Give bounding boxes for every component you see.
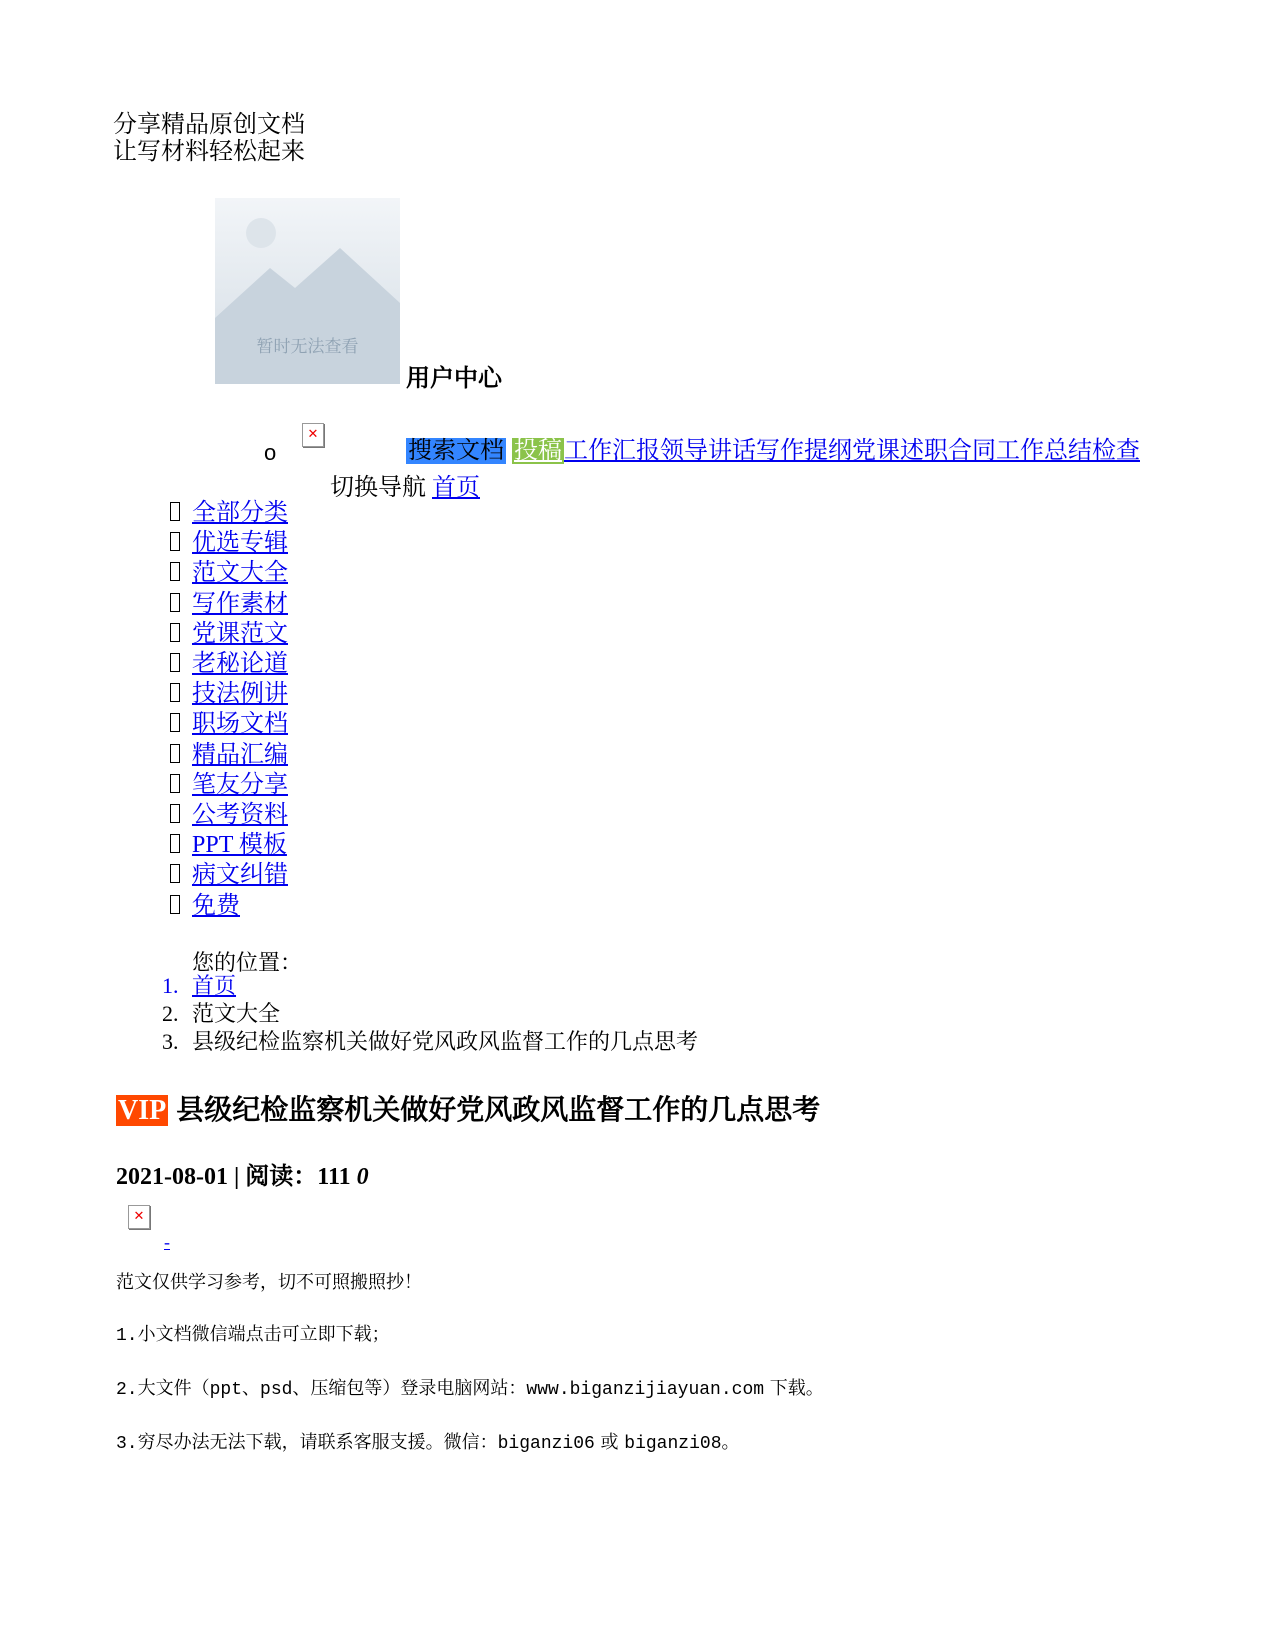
- note-text: psd: [260, 1380, 293, 1400]
- missing-glyph-icon: [170, 864, 180, 883]
- missing-glyph-icon: [170, 713, 180, 732]
- category-link[interactable]: 范文大全: [192, 560, 288, 587]
- list-bullet: o: [264, 440, 277, 465]
- breadcrumb-number: 3.: [162, 1029, 179, 1054]
- note-text: 、压缩包等）登录电脑网站：: [292, 1378, 527, 1399]
- category-link[interactable]: 病文纠错: [192, 862, 288, 889]
- missing-glyph-icon: [170, 683, 180, 702]
- nav-row: [406, 435, 1146, 467]
- category-menu: [170, 498, 288, 921]
- breadcrumb-home-link[interactable]: 首页: [192, 973, 237, 998]
- missing-glyph-icon: [170, 895, 180, 914]
- category-item[interactable]: [170, 558, 288, 588]
- note-number: 2.: [116, 1380, 138, 1400]
- breadcrumb: [162, 972, 698, 1056]
- search-docs-button[interactable]: 搜索文档: [408, 438, 504, 464]
- category-link[interactable]: 免费: [192, 892, 240, 919]
- hot-tags-link[interactable]: 工作汇报领导讲话写作提纲党课述职合同工作总结检查: [564, 438, 1140, 464]
- comment-count: 0: [356, 1164, 369, 1190]
- category-link[interactable]: 精品汇编: [192, 741, 288, 768]
- wechat-id: biganzi06: [497, 1434, 595, 1454]
- missing-glyph-icon: [170, 502, 180, 521]
- breadcrumb-number: 2.: [162, 1001, 179, 1026]
- breadcrumb-category: 范文大全: [192, 1001, 281, 1026]
- category-item[interactable]: [170, 891, 288, 921]
- image-link[interactable]: -: [164, 1232, 170, 1252]
- submit-button[interactable]: 投稿: [514, 438, 562, 464]
- category-item[interactable]: [170, 649, 288, 679]
- category-link[interactable]: 笔友分享: [192, 771, 288, 798]
- vip-badge: VIP: [118, 1095, 167, 1126]
- breadcrumb-current: 县级纪检监察机关做好党风政风监督工作的几点思考: [192, 1029, 699, 1054]
- wechat-id: biganzi08: [624, 1434, 722, 1454]
- missing-glyph-icon: [170, 804, 180, 823]
- slogan-line-2: 让写材料轻松起来: [113, 139, 305, 165]
- article-meta: 2021-08-01 | 阅读：111 0: [116, 1164, 369, 1190]
- switch-nav-button[interactable]: 切换导航: [330, 475, 426, 501]
- category-item[interactable]: [170, 860, 288, 890]
- category-link[interactable]: PPT 模板: [192, 832, 287, 859]
- category-link[interactable]: 公考资料: [192, 802, 288, 829]
- article-title-row: [116, 1088, 820, 1128]
- missing-glyph-icon: [170, 593, 180, 612]
- publish-date: 2021-08-01: [116, 1164, 228, 1190]
- category-link[interactable]: 老秘论道: [192, 651, 288, 678]
- category-item[interactable]: [170, 709, 288, 739]
- note-text: 、: [242, 1378, 261, 1399]
- note-text: 大文件（: [137, 1378, 210, 1399]
- slogan: [113, 112, 305, 166]
- note-text: 。: [721, 1432, 740, 1453]
- category-item[interactable]: [170, 528, 288, 558]
- missing-glyph-icon: [170, 532, 180, 551]
- broken-image-icon: ✕: [302, 423, 324, 447]
- missing-glyph-icon: [170, 774, 180, 793]
- category-link[interactable]: 优选专辑: [192, 530, 288, 557]
- category-item[interactable]: [170, 740, 288, 770]
- category-link[interactable]: 写作素材: [192, 590, 288, 617]
- broken-image-icon: ✕: [128, 1205, 150, 1229]
- category-link[interactable]: 技法例讲: [192, 681, 288, 708]
- breadcrumb-item: [162, 1000, 698, 1028]
- note-number: 1.: [116, 1326, 138, 1346]
- category-item[interactable]: [170, 830, 288, 860]
- note-2: [116, 1374, 824, 1400]
- note-1: [116, 1320, 390, 1346]
- note-text: ppt: [209, 1380, 243, 1400]
- read-label: 阅读：: [245, 1164, 318, 1190]
- category-link[interactable]: 全部分类: [192, 500, 288, 526]
- note-text: 下载。: [764, 1378, 824, 1399]
- home-link[interactable]: 首页: [432, 475, 480, 501]
- logo-caption: 暂时无法查看: [256, 337, 359, 357]
- slogan-line-1: 分享精品原创文档: [113, 112, 305, 138]
- category-item[interactable]: [170, 679, 288, 709]
- breadcrumb-number: 1.: [162, 973, 179, 998]
- category-link[interactable]: 职场文档: [192, 711, 288, 738]
- note-text: 穷尽办法无法下载，请联系客服支援。微信：: [137, 1432, 498, 1453]
- note-text: 或: [594, 1432, 625, 1453]
- missing-glyph-icon: [170, 653, 180, 672]
- user-center-link[interactable]: 用户中心: [406, 366, 502, 392]
- note-3: [116, 1428, 740, 1454]
- category-item[interactable]: [170, 619, 288, 649]
- location-label: 您的位置：: [192, 950, 303, 975]
- note-text: 小文档微信端点击可立即下载；: [137, 1324, 390, 1345]
- category-item[interactable]: [170, 498, 288, 528]
- missing-glyph-icon: [170, 744, 180, 763]
- category-item[interactable]: [170, 770, 288, 800]
- website-url: www.biganzijiayuan.com: [526, 1380, 765, 1400]
- missing-glyph-icon: [170, 623, 180, 642]
- read-count: 111: [317, 1164, 351, 1190]
- missing-glyph-icon: [170, 562, 180, 581]
- site-logo-placeholder[interactable]: [215, 198, 400, 384]
- note-number: 3.: [116, 1434, 138, 1454]
- category-item[interactable]: [170, 589, 288, 619]
- breadcrumb-item: [162, 1028, 698, 1056]
- missing-glyph-icon: [170, 834, 180, 853]
- category-link[interactable]: 党课范文: [192, 620, 288, 647]
- breadcrumb-item[interactable]: [162, 972, 698, 1000]
- note-disclaimer: 范文仅供学习参考，切不可照搬照抄！: [116, 1272, 422, 1293]
- category-item[interactable]: [170, 800, 288, 830]
- article-title: 县级纪检监察机关做好党风政风监督工作的几点思考: [176, 1093, 821, 1126]
- nav-row-2: [330, 467, 480, 502]
